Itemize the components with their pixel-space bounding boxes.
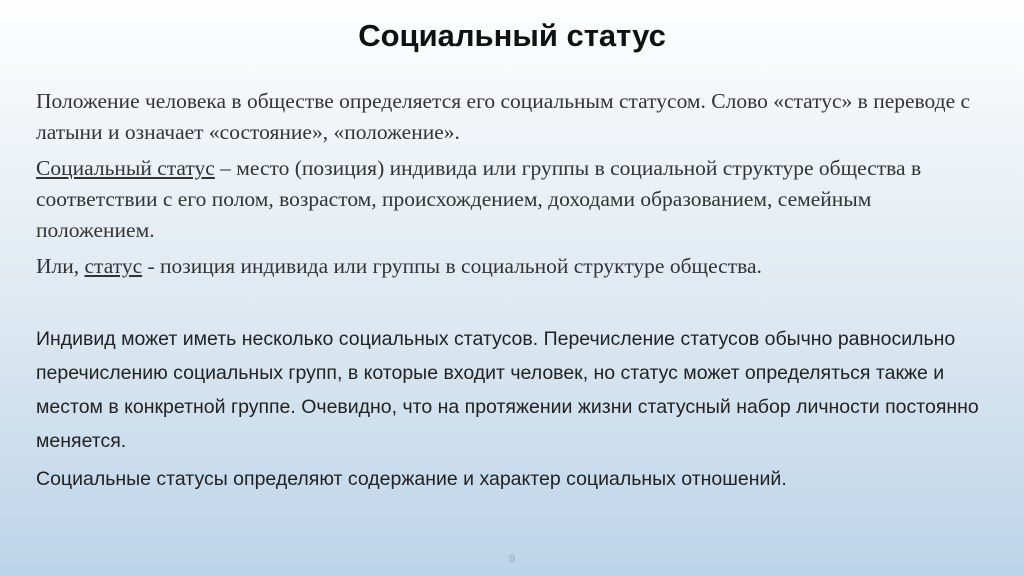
alt-definition-prefix: Или, [36,254,85,278]
slide-title: Социальный статус [358,18,666,53]
page-number: 9 [508,553,516,565]
definition-paragraph [36,153,986,246]
definition-block [36,86,986,287]
alt-definition-text: - позиция индивида или группы в социальной структуре общества. [142,254,762,278]
alt-definition-paragraph [36,251,986,282]
intro-paragraph: Положение человека в обществе определяется его социальным статусом. Слово «статус» в переводе с латыни и означает «состояние», «положение». [36,89,971,144]
term-status: статус [84,254,143,278]
statuses-paragraph: Индивид может иметь несколько социальных статусов. Перечисление статусов обычно равносильно перечислению социальных групп, в которые входит человек, но статус может определяться также и местом в конкретной группе. Очевидно, что на протяжении жизни статусный набор личности постоянно меняется. [36,328,979,452]
definition-text: – место (позиция) индивида или группы в социальной структуре общества в соответствии с его полом, возрастом, происхождением, доходами образованием, семейным положением. [36,156,922,242]
explanation-block [36,322,986,500]
term-social-status: Социальный статус [36,156,215,180]
relations-paragraph: Социальные статусы определяют содержание и характер социальных отношений. [36,468,787,490]
